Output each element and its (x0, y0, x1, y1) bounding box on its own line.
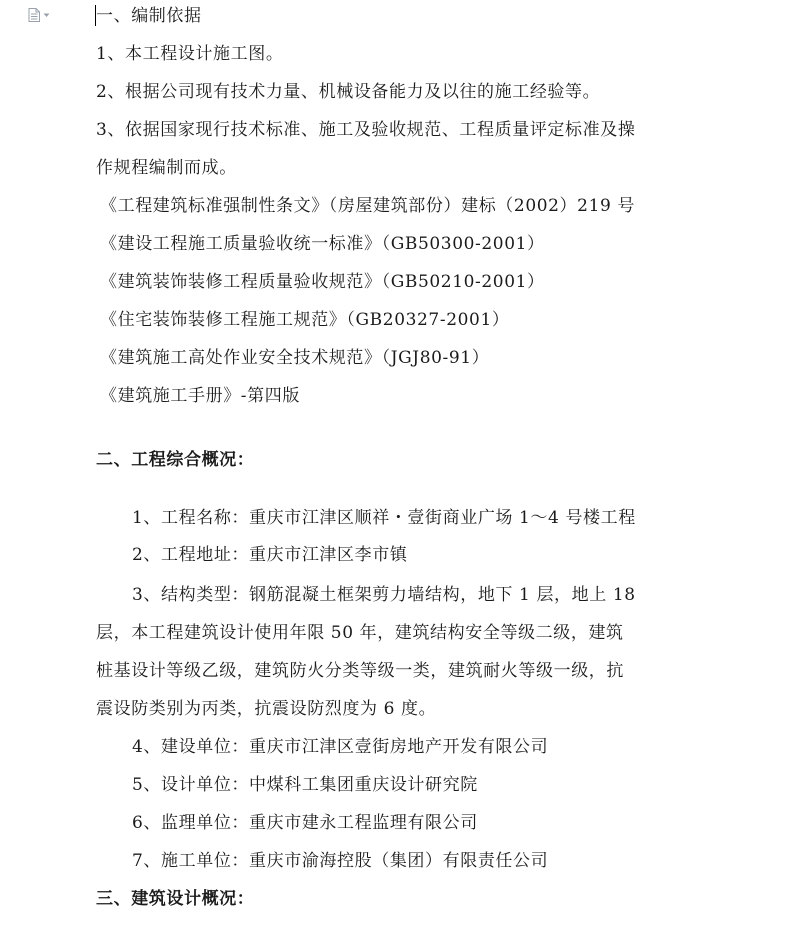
list-item: 1、本工程设计施工图。 (96, 44, 284, 64)
list-item: 2、工程地址：重庆市江津区李市镇 (132, 545, 408, 565)
reference-item: 《住宅装饰装修工程施工规范》（GB20327-2001） (100, 310, 510, 330)
reference-item: 《建筑装饰装修工程质量验收规范》（GB50210-2001） (100, 272, 545, 292)
section-title: 二、工程综合概况： (96, 450, 255, 470)
section-title: 一、编制依据 (96, 6, 202, 26)
reference-item: 《建筑施工高处作业安全技术规范》（JGJ80-91） (100, 348, 490, 368)
list-item: 4、建设单位：重庆市江津区壹街房地产开发有限公司 (132, 737, 549, 757)
list-item: 5、设计单位：中煤科工集团重庆设计研究院 (132, 775, 478, 795)
reference-item: 《建设工程施工质量验收统一标准》（GB50300-2001） (100, 234, 545, 254)
list-item: 2、根据公司现有技术力量、机械设备能力及以往的施工经验等。 (96, 82, 601, 102)
reference-item: 《建筑施工手册》-第四版 (100, 386, 300, 406)
list-item: 1、工程名称：重庆市江津区顺祥・壹街商业广场 1～4 号楼工程 (132, 508, 636, 528)
list-item-continuation: 桩基设计等级乙级，建筑防火分类等级一类，建筑耐火等级一级，抗 (96, 661, 624, 681)
chevron-down-icon (43, 13, 50, 18)
reference-item: 《工程建筑标准强制性条文》（房屋建筑部份）建标（2002）219 号 (100, 196, 636, 216)
list-item-continuation: 震设防类别为丙类，抗震设防烈度为 6 度。 (96, 699, 437, 719)
list-item-continuation: 层，本工程建筑设计使用年限 50 年，建筑结构安全等级二级，建筑 (96, 623, 624, 643)
list-item: 作规程编制而成。 (96, 158, 237, 178)
list-item: 6、监理单位：重庆市建永工程监理有限公司 (132, 813, 478, 833)
list-item: 7、施工单位：重庆市渝海控股（集团）有限责任公司 (132, 851, 549, 871)
document-icon (28, 8, 40, 22)
section-title: 三、建筑设计概况： (96, 889, 255, 909)
list-item: 3、结构类型：钢筋混凝土框架剪力墙结构，地下 1 层，地上 18 (132, 585, 636, 605)
list-item: 3、依据国家现行技术标准、施工及验收规范、工程质量评定标准及操 (96, 120, 636, 140)
paragraph-options-button[interactable] (28, 8, 58, 22)
